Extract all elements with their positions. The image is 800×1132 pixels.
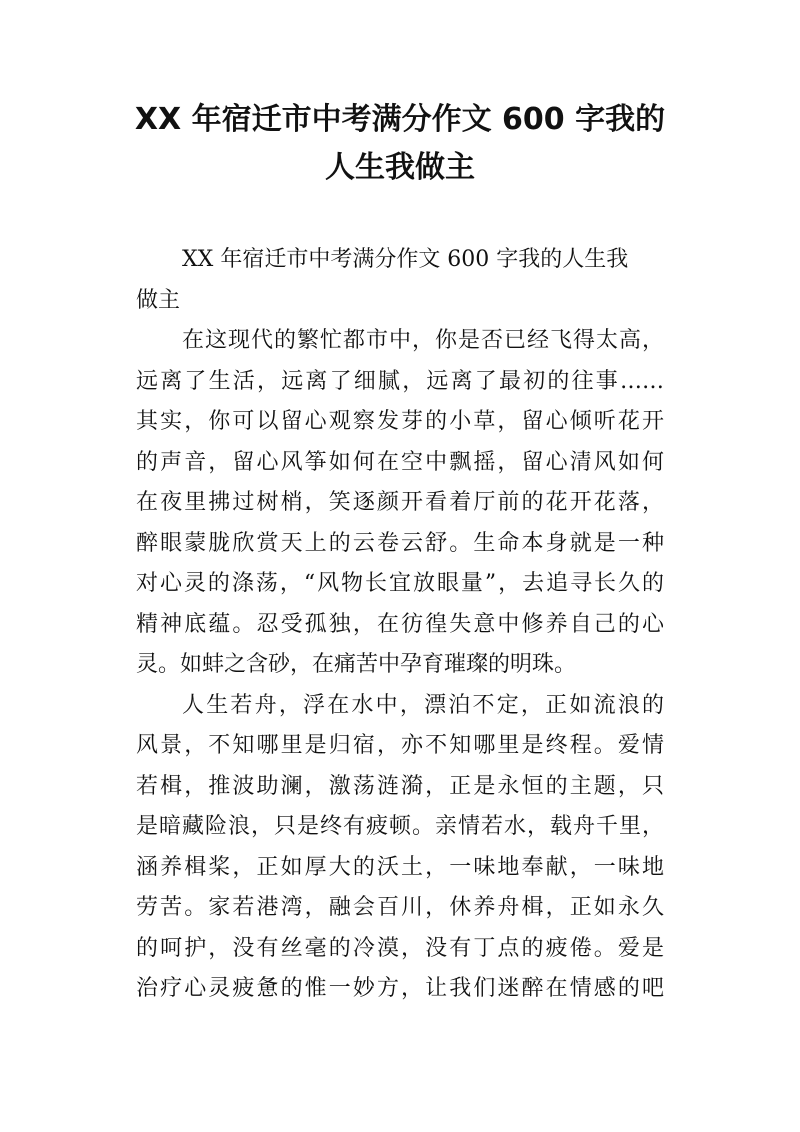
paragraph-2-line-6: 醉眼蒙胧欣赏天上的云卷云舒。生命本身就是一种 (136, 530, 664, 556)
paragraph-2-line-5: 在夜里拂过树梢，笑逐颜开看着厅前的花开花落， (136, 490, 664, 515)
paragraph-3-line-5: 涵养楫桨，正如厚大的沃土，一味地奉献，一味地 (136, 854, 664, 880)
paragraph-2-line-7: 对心灵的涤荡，“风物长宜放眼量”，去追寻长久的 (136, 571, 664, 596)
paragraph-3-line-1: 人生若舟，浮在水中，漂泊不定，正如流浪的 (182, 692, 664, 718)
paragraph-2-line-8: 精神底蕴。忍受孤独，在彷徨失意中修养自己的心 (136, 611, 664, 637)
paragraph-3-line-6: 劳苦。家若港湾，融会百川，休养舟楫，正如永久 (136, 895, 664, 920)
paragraph-1-line-2: 做主 (136, 287, 181, 313)
paragraph-3-line-2: 风景，不知哪里是归宿，亦不知哪里是终程。爱情 (136, 733, 664, 758)
paragraph-2-line-2: 远离了生活，远离了细腻，远离了最初的往事…… (136, 368, 664, 394)
title-line-1: XX 年宿迁市中考满分作文 600 字我的 (134, 102, 666, 137)
document-title (100, 96, 700, 192)
paragraph-3-line-4: 是暗藏险浪，只是终有疲顿。亲情若水，载舟千里， (136, 814, 664, 839)
paragraph-2-line-4: 的声音，留心风筝如何在空中飘摇，留心清风如何 (136, 449, 664, 475)
title-line-2: 人生我做主 (325, 150, 475, 185)
paragraph-2-line-1: 在这现代的繁忙都市中，你是否已经飞得太高， (182, 328, 664, 353)
paragraph-3-line-7: 的呵护，没有丝毫的冷漠，没有丁点的疲倦。爱是 (136, 935, 664, 961)
paragraph-2-line-3: 其实，你可以留心观察发芽的小草，留心倾听花开 (136, 409, 664, 434)
paragraph-2-line-9: 灵。如蚌之含砂，在痛苦中孕育璀璨的明珠。 (136, 652, 577, 677)
paragraph-1-line-1: XX 年宿迁市中考满分作文 600 字我的人生我 (182, 247, 629, 272)
paragraph-3-line-3: 若楫，推波助澜，激荡涟漪，正是永恒的主题，只 (136, 773, 664, 799)
document-body (136, 240, 664, 1010)
paragraph-3-line-8: 治疗心灵疲惫的惟一妙方，让我们迷醉在情感的吧 (136, 976, 664, 1001)
